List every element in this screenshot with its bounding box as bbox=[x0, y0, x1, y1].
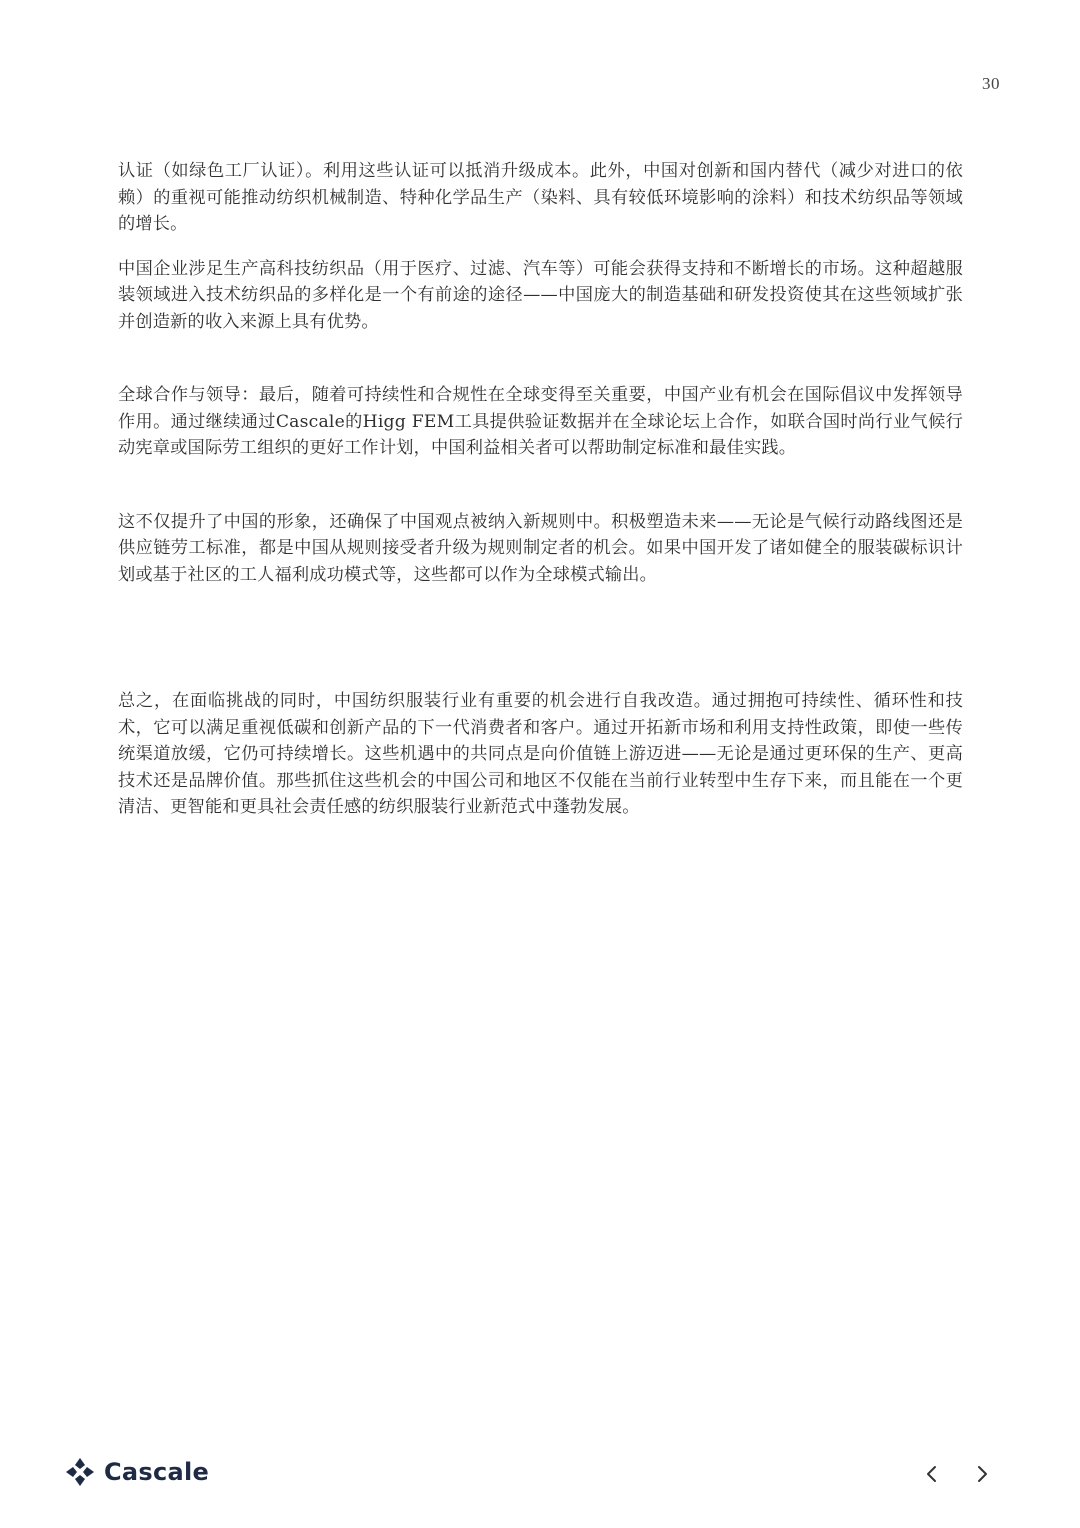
page-number: 30 bbox=[982, 74, 1000, 93]
brand-logo bbox=[64, 1456, 209, 1488]
paragraph-1: 认证（如绿色工厂认证）。利用这些认证可以抵消升级成本。此外，中国对创新和国内替代（减少对进口的依赖）的重视可能推动纺织机械制造、特种化学品生产（染料、具有较低环境影响的涂料）和技术纺织品等领域的增长。 bbox=[118, 161, 963, 234]
next-page-button[interactable] bbox=[970, 1460, 994, 1488]
paragraph-4: 这不仅提升了中国的形象，还确保了中国观点被纳入新规则中。积极塑造未来——无论是气候行动路线图还是供应链劳工标准，都是中国从规则接受者升级为规则制定者的机会。如果中国开发了诸如健全的服装碳标识计划或基于社区的工人福利成功模式等，这些都可以作为全球模式输出。 bbox=[118, 511, 963, 585]
previous-page-button[interactable] bbox=[920, 1460, 944, 1488]
chevron-right-icon bbox=[975, 1464, 989, 1484]
paragraph-3: 全球合作与领导：最后，随着可持续性和合规性在全球变得至关重要，中国产业有机会在国际倡议中发挥领导作用。通过继续通过Cascale的Higg FEM工具提供验证数据并在全球论坛上合作，如联合国时尚行业气候行动宪章或国际劳工组织的更好工作计划，中国利益相关者可以帮助制定标准和最佳实践。 bbox=[118, 385, 963, 458]
chevron-left-icon bbox=[925, 1464, 939, 1484]
page-navigation bbox=[920, 1460, 994, 1488]
brand-name: Cascale bbox=[104, 1458, 210, 1486]
paragraph-2: 中国企业涉足生产高科技纺织品（用于医疗、过滤、汽车等）可能会获得支持和不断增长的市场。这种超越服装领域进入技术纺织品的多样化是一个有前途的途径——中国庞大的制造基础和研发投资使其在这些领域扩张并创造新的收入来源上具有优势。 bbox=[118, 258, 963, 332]
paragraph-5: 总之，在面临挑战的同时，中国纺织服装行业有重要的机会进行自我改造。通过拥抱可持续性、循环性和技术，它可以满足重视低碳和创新产品的下一代消费者和客户。通过开拓新市场和利用支持性政策，即使一些传统渠道放缓，它仍可持续增长。这些机遇中的共同点是向价值链上游迈进——无论是通过更环保的生产、更高技术还是品牌价值。那些抓住这些机会的中国公司和地区不仅能在当前行业转型中生存下来，而且能在一个更清洁、更智能和更具社会责任感的纺织服装行业新范式中蓬勃发展。 bbox=[118, 691, 963, 817]
cascale-logo-icon bbox=[64, 1456, 96, 1488]
main-content bbox=[118, 158, 963, 821]
